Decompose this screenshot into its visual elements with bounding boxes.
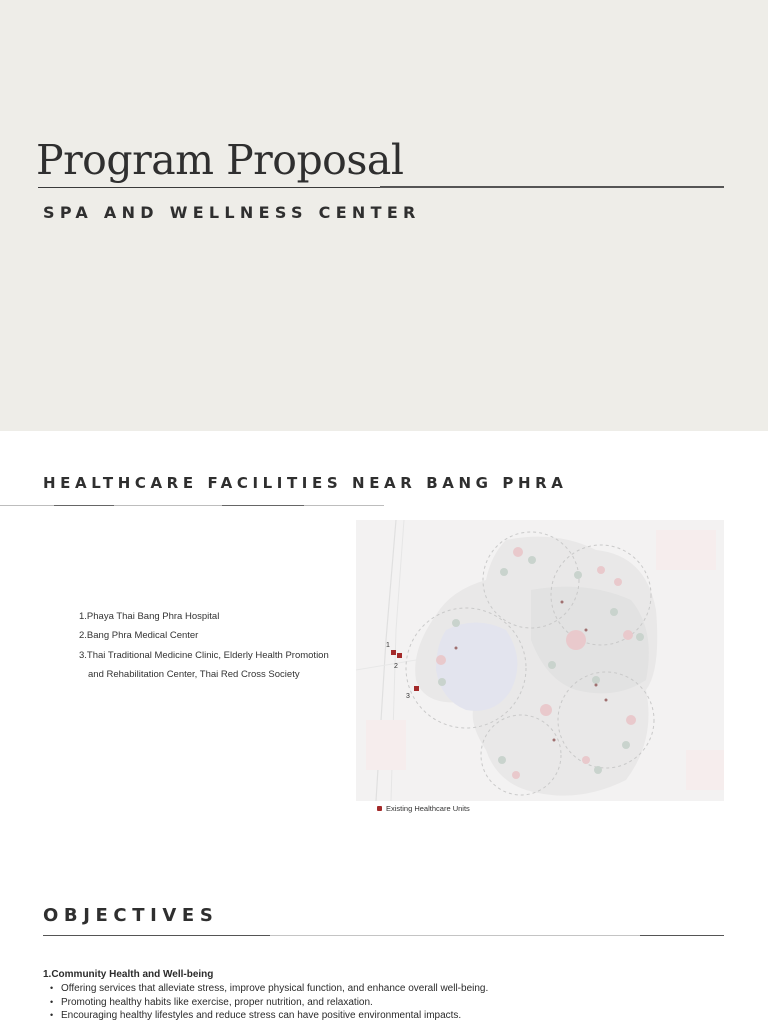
- healthcare-heading: HEALTHCARE FACILITIES NEAR BANG PHRA: [43, 474, 568, 492]
- facility-item: 1.Phaya Thai Bang Phra Hospital: [79, 611, 220, 622]
- list-item: [50, 1009, 488, 1023]
- bullet-icon: •: [50, 1010, 54, 1020]
- hero-section: [0, 0, 768, 431]
- map-legend: [377, 804, 470, 813]
- healthcare-divider-accent: [54, 505, 114, 506]
- healthcare-divider-accent: [222, 505, 304, 506]
- page-subtitle: SPA AND WELLNESS CENTER: [43, 203, 421, 222]
- healthcare-marker: [397, 653, 402, 658]
- objective-subheading: 1.Community Health and Well-being: [43, 969, 214, 980]
- list-item-text: Promoting healthy habits like exercise, proper nutrition, and relaxation.: [61, 996, 373, 1008]
- list-item-text: Encouraging healthy lifestyles and reduce stress can have positive environmental impacts.: [61, 1010, 462, 1021]
- title-divider-accent: [380, 186, 724, 188]
- facility-item: 3.Thai Traditional Medicine Clinic, Elderly Health Promotion: [79, 650, 329, 661]
- bullet-icon: •: [50, 996, 54, 1007]
- facility-item-continued: and Rehabilitation Center, Thai Red Cross Society: [88, 669, 300, 680]
- objectives-divider-accent: [640, 935, 724, 936]
- site-map: [356, 520, 724, 801]
- legend-label: Existing Healthcare Units: [386, 804, 470, 813]
- healthcare-marker: [414, 686, 419, 691]
- list-item: [50, 982, 488, 996]
- objectives-heading: OBJECTIVES: [43, 905, 219, 926]
- legend-marker-icon: [377, 806, 382, 811]
- list-item-text: Offering services that alleviate stress, improve physical function, and enhance overall well-being.: [61, 983, 489, 994]
- page-title: Program Proposal: [36, 136, 404, 184]
- site-map-graphic: [356, 520, 724, 801]
- map-marker-label: 1: [386, 642, 390, 649]
- bullet-icon: •: [50, 983, 54, 993]
- list-item: [50, 996, 488, 1010]
- map-marker-label: 2: [394, 663, 398, 670]
- objectives-divider-accent: [43, 935, 270, 936]
- objective-list: [50, 982, 488, 1023]
- map-marker-label: 3: [406, 693, 410, 700]
- healthcare-marker: [391, 650, 396, 655]
- facility-item: 2.Bang Phra Medical Center: [79, 630, 199, 641]
